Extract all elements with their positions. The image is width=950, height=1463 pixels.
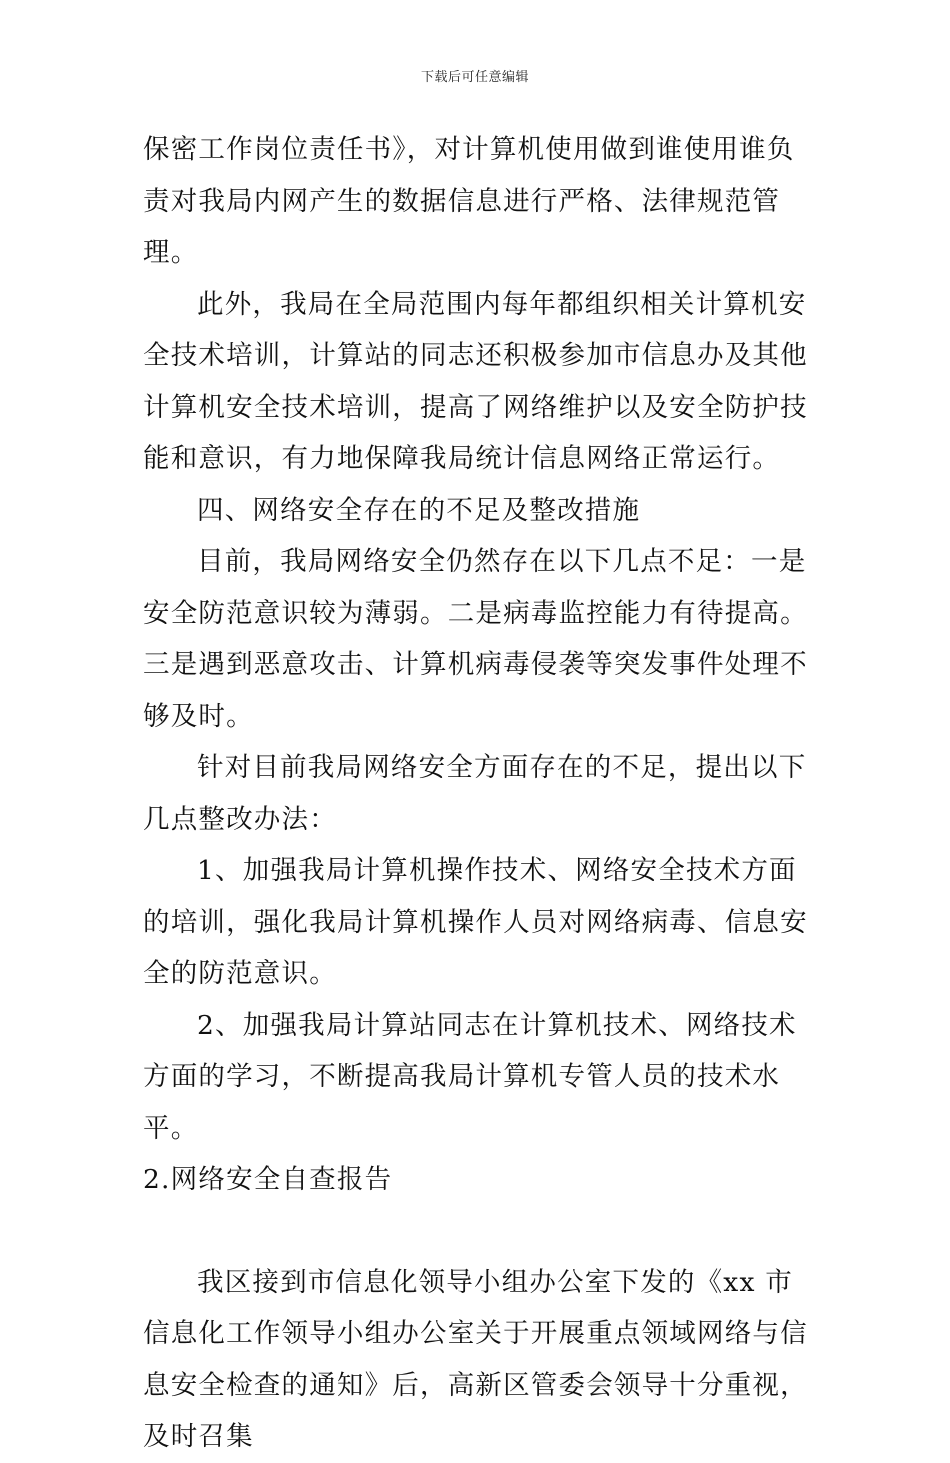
paragraph-measure-2: 2、加强我局计算站同志在计算机技术、网络技术方面的学习，不断提高我局计算机专管人员的技术水平。: [143, 1009, 797, 1144]
paragraph-training: 此外，我局在全局范围内每年都组织相关计算机安全技术培训，计算站的同志还积极参加市信息办及其他计算机安全技术培训，提高了网络维护以及安全防护技能和意识，有力地保障我局统计信息网络正常运行。: [143, 288, 808, 474]
paragraph-measures-intro: 针对目前我局网络安全方面存在的不足，提出以下几点整改办法：: [143, 752, 807, 835]
paragraph-shortcomings: 目前，我局网络安全仍然存在以下几点不足：一是安全防范意识较为薄弱。二是病毒监控能力有待提高。三是遇到恶意攻击、计算机病毒侵袭等突发事件处理不够及时。: [143, 546, 808, 732]
section-heading-4: 四、网络安全存在的不足及整改措施: [197, 494, 641, 526]
paragraph-continuation: 保密工作岗位责任书》，对计算机使用做到谁使用谁负责对我局内网产生的数据信息进行严格、法律规范管理。: [143, 134, 795, 268]
document-body: [143, 124, 809, 1463]
header-note: 下载后可任意编辑: [420, 70, 529, 85]
blank-line: [143, 1206, 809, 1257]
paragraph-notice: 我区接到市信息化领导小组办公室下发的《xx 市信息化工作领导小组办公室关于开展重点领域网络与信息安全检查的通知》后，高新区管委会领导十分重视，及时召集: [143, 1266, 808, 1452]
paragraph-measure-1: 1、加强我局计算机操作技术、网络安全技术方面的培训，强化我局计算机操作人员对网络病毒、信息安全的防范意识。: [143, 855, 808, 989]
document-subtitle-2: 2.网络安全自查报告: [143, 1164, 393, 1195]
